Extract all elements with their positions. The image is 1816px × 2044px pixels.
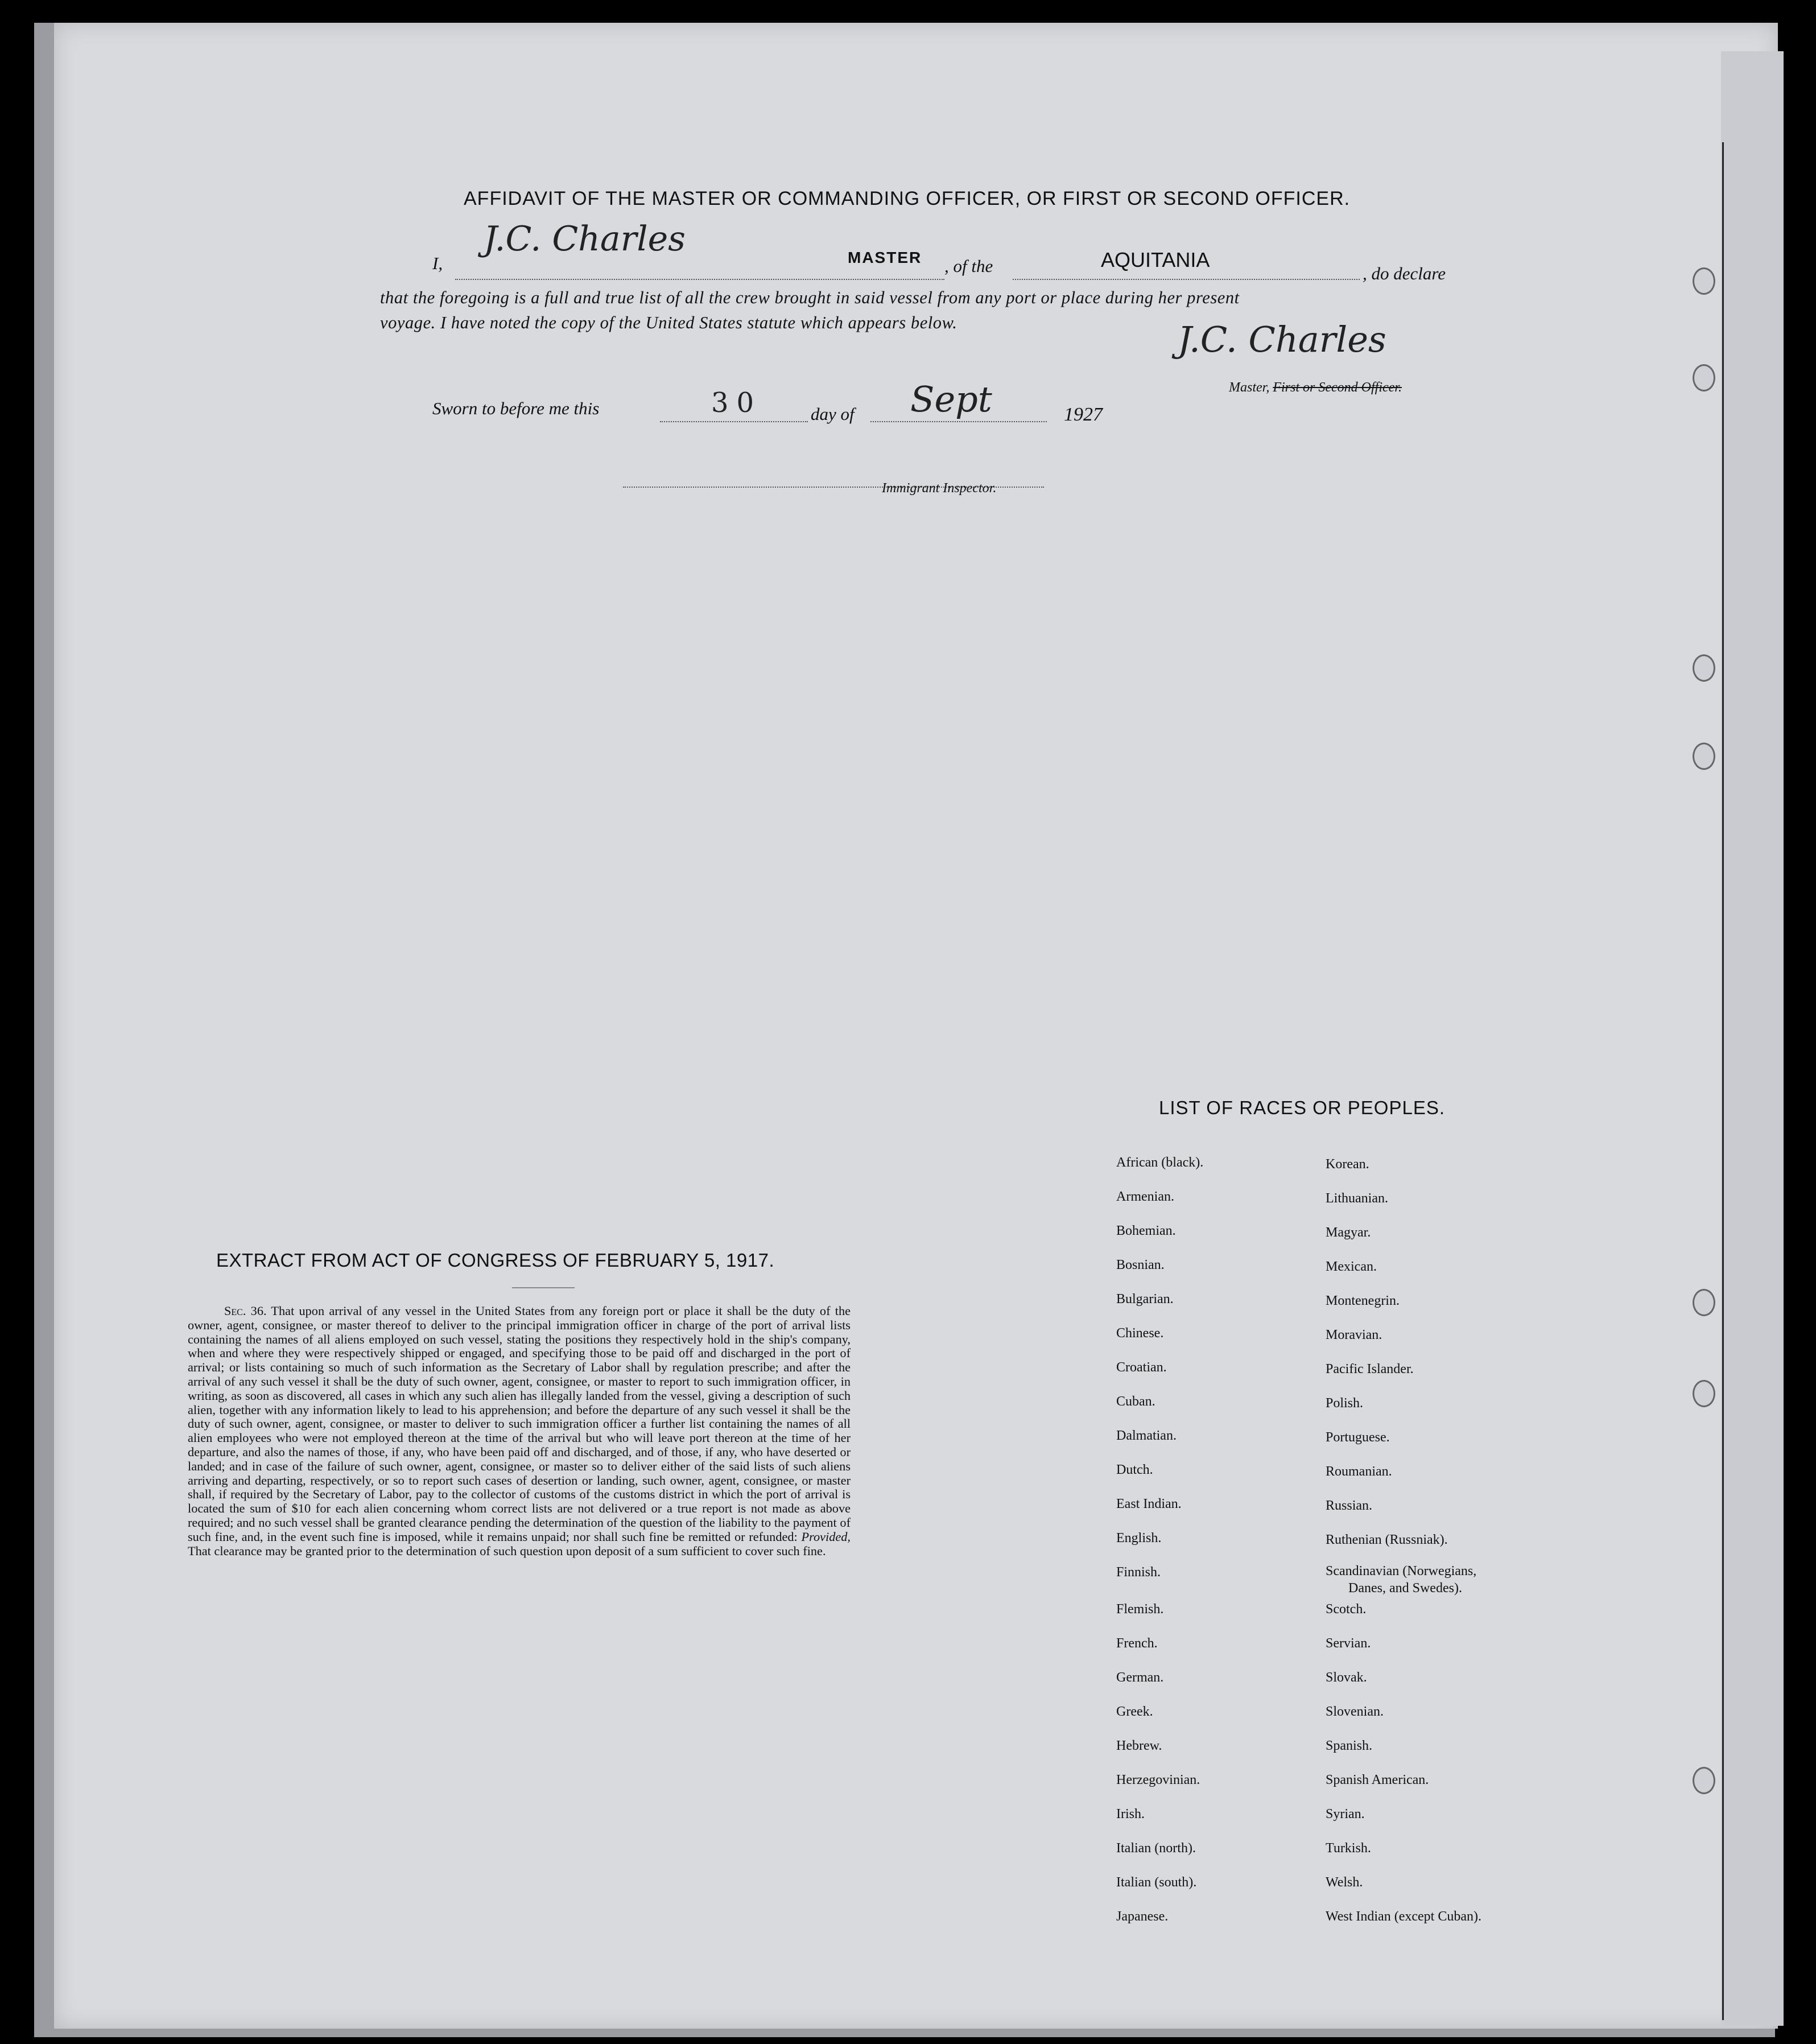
race-item: Herzegovinian. bbox=[1116, 1773, 1200, 1787]
race-item: Russian. bbox=[1326, 1498, 1373, 1513]
race-item: West Indian (except Cuban). bbox=[1326, 1909, 1481, 1924]
race-item: Greek. bbox=[1116, 1704, 1153, 1719]
binder-hole bbox=[1693, 364, 1715, 392]
race-item: Spanish American. bbox=[1326, 1773, 1429, 1787]
binder-hole bbox=[1693, 1289, 1715, 1316]
race-item: Cuban. bbox=[1116, 1394, 1155, 1409]
affidavit-pronoun: I, bbox=[432, 253, 443, 273]
sworn-year: 1927 bbox=[1064, 404, 1103, 425]
of-the-text: , of the bbox=[944, 256, 993, 276]
binder-hole bbox=[1693, 743, 1715, 770]
rank-label: MASTER bbox=[848, 249, 922, 266]
inspector-caption: Immigrant Inspector. bbox=[882, 481, 997, 496]
race-item: Bohemian. bbox=[1116, 1223, 1176, 1238]
race-item: Roumanian. bbox=[1326, 1464, 1392, 1479]
race-item: Magyar. bbox=[1326, 1225, 1371, 1240]
race-item: Lithuanian. bbox=[1326, 1191, 1388, 1206]
extract-text-1: That upon arrival of any vessel in the United States from any foreign port or place it shall be the duty of the owner, agent, consignee, or master thereof to deliver to the principal immigration officer in charge of the port of arrival lists containing the names of all aliens employed on such vessel, stating the positions they respectively hold in the ship's company, when and where they were respectively shipped or engaged, and specifying those to be paid off and discharged in the port of arrival; or lists containing so much of such information as the Secretary of Labor shall by regulation prescribe; and after the arrival of any such vessel it shall be the duty of such owner, agent, consignee, or master to report to such immigration officer, in writing, as soon as discovered, all cases in which any such alien has illegally landed from the vessel, giving a description of such alien, together with any information likely to lead to his apprehension; and before the departure of any such vessel it shall be the duty of such owner, agent, consignee, or master to deliver to such immigration officer a further list containing the names of all alien employees who were not employed thereon at the time of the arrival but who will leave port thereon at the time of her departure, and also the names of those, if any, who have been paid off and discharged, and of those, if any, who have deserted or landed; and in case of the failure of such owner, agent, consignee, or master so to deliver either of the said lists of such aliens arriving and departing, respectively, or so to report such cases of desertion or landing, such owner, agent, consignee, or master shall, if required by the Secretary of Labor, pay to the collector of customs of the customs district in which the port of arrival is located the sum of $10 for each alien concerning whom correct lists are not delivered or a true report is not made as above required; and no such vessel shall be granted clearance pending the determination of the question of the liability to the payment of such fine, and, in the event such fine is imposed, while it remains unpaid; nor shall such fine be remitted or refunded: bbox=[188, 1304, 851, 1544]
sworn-month: Sept bbox=[910, 378, 992, 420]
race-item: Mexican. bbox=[1326, 1259, 1377, 1274]
race-item: Flemish. bbox=[1116, 1602, 1164, 1617]
race-item: Croatian. bbox=[1116, 1360, 1167, 1375]
binder-hole bbox=[1693, 1380, 1715, 1407]
race-item: Polish. bbox=[1326, 1396, 1364, 1411]
race-item: Spanish. bbox=[1326, 1738, 1373, 1753]
name-line bbox=[455, 279, 944, 280]
binder-hole bbox=[1693, 654, 1715, 682]
extract-text-2: That clearance may be granted prior to the determination of such question upon deposit of a sum sufficient to cover such fine. bbox=[188, 1543, 826, 1558]
extract-title: EXTRACT FROM ACT OF CONGRESS OF FEBRUARY 5, 1917. bbox=[216, 1250, 775, 1271]
day-line bbox=[660, 421, 808, 422]
race-item: Italian (south). bbox=[1116, 1875, 1197, 1890]
races-title: LIST OF RACES OR PEOPLES. bbox=[1159, 1097, 1446, 1118]
race-item: East Indian. bbox=[1116, 1497, 1182, 1511]
race-item: Bosnian. bbox=[1116, 1258, 1165, 1272]
race-item: Servian. bbox=[1326, 1636, 1371, 1651]
race-item: Irish. bbox=[1116, 1807, 1145, 1822]
race-item: Welsh. bbox=[1326, 1875, 1363, 1890]
affidavit-title: AFFIDAVIT OF THE MASTER OR COMMANDING OFFICER, OR FIRST OR SECOND OFFICER. bbox=[464, 188, 1351, 209]
race-item: Slovak. bbox=[1326, 1670, 1367, 1685]
master-signature-repeat: J.C. Charles bbox=[1178, 319, 1386, 360]
affidavit-line-2: that the foregoing is a full and true list of all the crew brought in said vessel from any port or place during her present bbox=[380, 288, 1240, 307]
binder-hole bbox=[1693, 1767, 1715, 1794]
race-item: Armenian. bbox=[1116, 1189, 1174, 1204]
month-line bbox=[870, 421, 1047, 422]
race-item: Portuguese. bbox=[1326, 1430, 1390, 1445]
race-item: Bulgarian. bbox=[1116, 1292, 1174, 1307]
race-item: German. bbox=[1116, 1670, 1164, 1685]
declare-text: , do declare bbox=[1363, 263, 1446, 283]
race-item: Korean. bbox=[1326, 1157, 1369, 1172]
signature-caption bbox=[1229, 380, 1402, 395]
extract-rule bbox=[512, 1287, 575, 1288]
race-item: Chinese. bbox=[1116, 1326, 1164, 1341]
race-item: Hebrew. bbox=[1116, 1738, 1162, 1753]
caption-struck-officer: First or Second Officer. bbox=[1273, 380, 1402, 395]
binder-hole bbox=[1693, 267, 1715, 295]
race-item: Scotch. bbox=[1326, 1602, 1367, 1617]
master-signature: J.C. Charles bbox=[484, 219, 686, 259]
caption-master: Master, bbox=[1229, 380, 1270, 395]
race-item: Japanese. bbox=[1116, 1909, 1169, 1924]
section-label: Sec. 36. bbox=[224, 1304, 267, 1318]
sworn-label: Sworn to before me this bbox=[432, 398, 600, 418]
race-item: English. bbox=[1116, 1531, 1162, 1546]
page-edge-strip bbox=[1721, 51, 1784, 2026]
race-item: Montenegrin. bbox=[1326, 1293, 1400, 1308]
vessel-name: AQUITANIA bbox=[1101, 248, 1210, 271]
race-item: Turkish. bbox=[1326, 1841, 1371, 1856]
race-item: Dalmatian. bbox=[1116, 1428, 1177, 1443]
day-of-text: day of bbox=[811, 404, 855, 424]
affidavit-line-3: voyage. I have noted the copy of the United States statute which appears below. bbox=[380, 313, 957, 332]
race-item: Slovenian. bbox=[1326, 1704, 1384, 1719]
race-item: Dutch. bbox=[1116, 1462, 1153, 1477]
race-item: Pacific Islander. bbox=[1326, 1362, 1414, 1377]
sworn-day: 30 bbox=[711, 387, 762, 419]
extract-body bbox=[188, 1304, 851, 1558]
race-item: Italian (north). bbox=[1116, 1841, 1196, 1856]
race-item: African (black). bbox=[1116, 1155, 1204, 1170]
provided-label: Provided, bbox=[801, 1529, 851, 1544]
race-item: Ruthenian (Russniak). bbox=[1326, 1532, 1448, 1547]
race-item: Moravian. bbox=[1326, 1328, 1382, 1342]
race-item: French. bbox=[1116, 1636, 1158, 1651]
race-item: Danes, and Swedes). bbox=[1348, 1581, 1462, 1596]
vessel-line bbox=[1013, 279, 1360, 280]
race-item: Finnish. bbox=[1116, 1565, 1161, 1580]
race-item: Scandinavian (Norwegians, bbox=[1326, 1564, 1477, 1579]
race-item: Syrian. bbox=[1326, 1807, 1365, 1822]
page-edge-line bbox=[1722, 142, 1724, 2020]
